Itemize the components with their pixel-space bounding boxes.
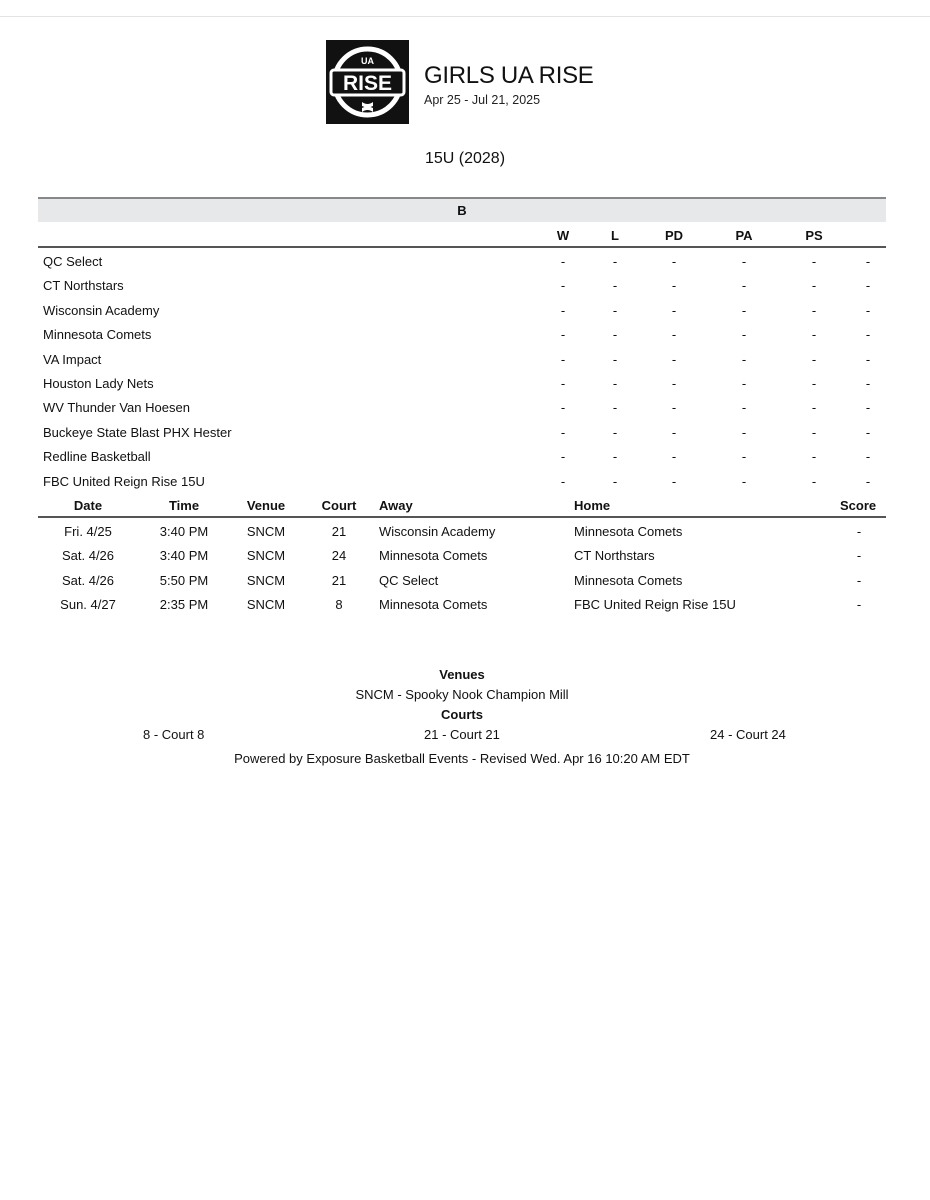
standings-value: - [612,327,618,343]
ua-rise-logo [326,40,409,124]
standings-value: - [560,400,566,416]
game-home: CT Northstars [574,548,655,564]
courts-title: Courts [441,707,483,722]
standings-value: - [811,327,817,343]
game-away: Minnesota Comets [379,597,488,613]
standings-value: - [560,449,566,465]
game-time: 3:40 PM [159,548,209,564]
court-entry-21: 21 - Court 21 [424,727,500,742]
game-time: 2:35 PM [159,597,209,613]
standings-row [38,396,886,420]
game-venue: SNCM [246,572,286,588]
standings-value: - [865,449,871,465]
team-name: Houston Lady Nets [43,376,154,391]
standings-value: - [671,376,677,391]
standings-value: - [865,327,871,343]
team-name: Wisconsin Academy [43,302,160,318]
standings-value: - [671,424,677,440]
standings-value: - [741,302,747,318]
standings-value: - [612,278,618,294]
standings-value: - [865,473,871,489]
team-name: FBC United Reign Rise 15U [43,473,205,489]
logo-main-text: RISE [342,72,393,95]
standings-value: - [612,424,618,440]
team-name: Minnesota Comets [43,327,152,343]
game-date: Sat. 4/26 [61,572,115,588]
standings-value: - [560,327,566,343]
standings-value: - [741,449,747,465]
standings-value: - [560,278,566,294]
standings-value: - [741,376,747,391]
standings-row [38,299,886,323]
col-l: L [611,228,619,243]
standings-value: - [612,400,618,416]
game-venue: SNCM [246,597,286,613]
pool-header: B [38,197,886,222]
standings-value: - [811,400,817,416]
standings-value: - [612,473,618,489]
standings-value: - [560,473,566,489]
standings-value: - [811,473,817,489]
standings-value: - [865,400,871,416]
game-score: - [856,524,862,539]
standings-value: - [865,376,871,391]
col-away: Away [379,498,413,513]
game-away: Wisconsin Academy [379,524,496,539]
col-time: Time [168,498,200,513]
standings-value: - [741,278,747,294]
venue-entry: SNCM - Spooky Nook Champion Mill [355,687,569,702]
standings-value: - [741,424,747,440]
standings-row [38,323,886,347]
game-court: 8 [335,597,343,613]
standings-value: - [741,254,747,269]
game-venue: SNCM [246,524,286,539]
game-home: FBC United Reign Rise 15U [574,597,736,613]
standings-value: - [811,376,817,391]
standings-value: - [865,351,871,367]
game-court: 21 [331,572,347,588]
standings-value: - [811,278,817,294]
standings-value: - [612,449,618,465]
standings-row [38,421,886,445]
game-score: - [856,597,862,613]
standings-value: - [671,327,677,343]
standings-row [38,274,886,298]
standings-value: - [811,424,817,440]
col-venue: Venue [246,498,286,513]
powered-by-footer: Powered by Exposure Basketball Events - Revised Wed. Apr 16 10:20 AM EDT [234,751,690,766]
standings-value: - [865,424,871,440]
standings-value: - [811,351,817,367]
game-home: Minnesota Comets [574,572,683,588]
col-pa: PA [735,228,753,243]
standings-row [38,445,886,469]
standings-value: - [741,400,747,416]
standings-value: - [671,351,677,367]
standings-value: - [741,327,747,343]
standings-value: - [560,424,566,440]
game-score: - [856,572,862,588]
col-date: Date [73,498,103,513]
game-score: - [856,548,862,564]
game-date: Sat. 4/26 [61,548,115,564]
court-entry-24: 24 - Court 24 [710,727,786,742]
game-home: Minnesota Comets [574,524,683,539]
team-name: Redline Basketball [43,449,151,465]
standings-value: - [612,302,618,318]
event-title: GIRLS UA RISE [424,62,594,89]
standings-value: - [671,254,677,269]
game-court: 21 [331,524,347,539]
top-divider [0,16,930,17]
game-time: 5:50 PM [159,572,209,588]
game-date: Fri. 4/25 [64,524,112,539]
standings-value: - [865,278,871,294]
standings-value: - [612,376,618,391]
standings-row [38,348,886,372]
event-dates: Apr 25 - Jul 21, 2025 [424,93,541,107]
standings-row [38,250,886,274]
game-away: Minnesota Comets [379,548,488,564]
standings-value: - [865,254,871,269]
division-title: 15U (2028) [424,150,506,167]
standings-value: - [671,473,677,489]
game-row [38,542,886,566]
standings-header [38,222,886,248]
logo-top-text: UA [361,56,374,66]
col-pd: PD [664,228,684,243]
standings-value: - [865,302,871,318]
game-row [38,518,886,542]
standings-row [38,372,886,396]
standings-value: - [612,351,618,367]
game-date: Sun. 4/27 [60,597,116,613]
standings-value: - [560,254,566,269]
court-entry-8: 8 - Court 8 [143,727,205,742]
standings-value: - [560,351,566,367]
standings-value: - [671,449,677,465]
venues-title: Venues [439,667,485,682]
standings-value: - [560,302,566,318]
game-row [38,567,886,591]
col-ps: PS [805,228,823,243]
standings-value: - [741,473,747,489]
team-name: VA Impact [43,351,102,367]
standings-value: - [811,449,817,465]
standings-value: - [671,400,677,416]
team-name: WV Thunder Van Hoesen [43,400,190,416]
game-court: 24 [331,548,347,564]
game-row [38,591,886,615]
col-home: Home [574,498,611,513]
standings-value: - [811,302,817,318]
col-w: W [556,228,570,243]
standings-value: - [811,254,817,269]
team-name: Buckeye State Blast PHX Hester [43,424,232,440]
col-court: Court [321,498,357,513]
team-name: QC Select [43,254,103,269]
standings-value: - [560,376,566,391]
standings-value: - [671,278,677,294]
game-venue: SNCM [246,548,286,564]
standings-value: - [612,254,618,269]
standings-row [38,470,886,494]
games-header [38,495,886,518]
game-time: 3:40 PM [159,524,209,539]
standings-value: - [741,351,747,367]
col-score: Score [840,498,877,513]
game-away: QC Select [379,572,439,588]
standings-value: - [671,302,677,318]
team-name: CT Northstars [43,278,124,294]
